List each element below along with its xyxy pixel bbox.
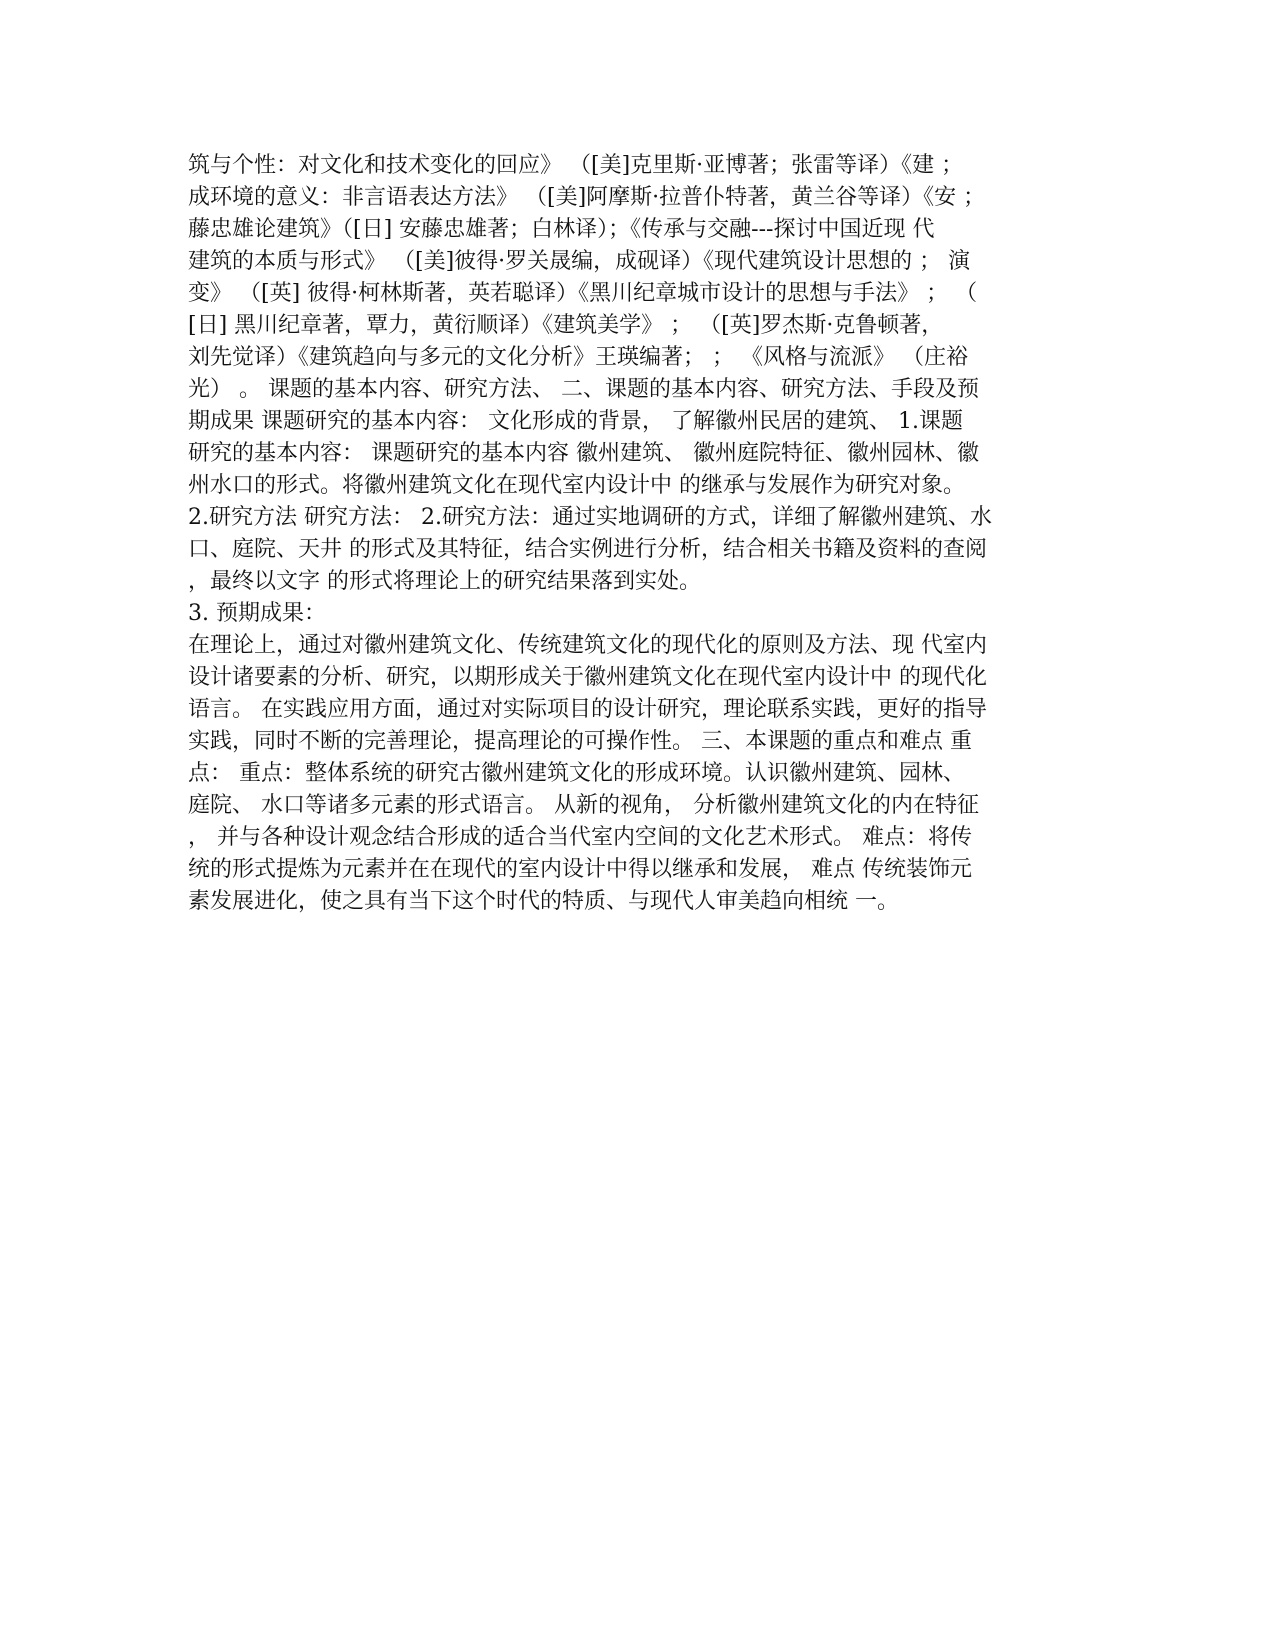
text-line: 在理论上，通过对徽州建筑文化、传统建筑文化的现代化的原则及方法、现 代室内	[188, 633, 987, 658]
section-heading-expected-results: 3. 预期成果：	[188, 601, 326, 626]
text-line: 设计诸要素的分析、研究，以期形成关于徽州建筑文化在现代室内设计中 的现代化	[188, 665, 987, 690]
text-line: 素发展进化，使之具有当下这个时代的特质、与现代人审美趋向相统 一。	[188, 889, 899, 914]
text-line: 统的形式提炼为元素并在在现代的室内设计中得以继承和发展， 难点 传统装饰元	[188, 857, 972, 882]
text-line: 成环境的意义：非言语表达方法》 （[美]阿摩斯·拉普仆特著，黄兰谷等译）《安 ；	[188, 185, 986, 210]
body-text-block-results	[188, 630, 1100, 918]
text-line: 藤忠雄论建筑》（[日] 安藤忠雄著；白林译）；《传承与交融---探讨中国近现 代	[188, 217, 935, 242]
text-line: 期成果 课题研究的基本内容： 文化形成的背景， 了解徽州民居的建筑、 1.课题	[188, 409, 963, 434]
text-line: 口、庭院、天井 的形式及其特征，结合实例进行分析，结合相关书籍及资料的查阅	[188, 537, 987, 562]
text-line: [日] 黑川纪章著，覃力，黄衍顺译）《建筑美学》 ； （[英]罗杰斯·克鲁顿著，	[188, 313, 944, 338]
text-line: 庭院、 水口等诸多元素的形式语言。 从新的视角， 分析徽州建筑文化的内在特征	[188, 793, 979, 818]
text-line: 光） 。 课题的基本内容、研究方法、 二、课题的基本内容、研究方法、手段及预	[188, 377, 979, 402]
text-line: 研究的基本内容： 课题研究的基本内容 徽州建筑、 徽州庭院特征、徽州园林、徽	[188, 441, 979, 466]
text-line: 刘先觉译）《建筑趋向与多元的文化分析》王瑛编著； ； 《风格与流派》 （庄裕	[188, 345, 968, 370]
text-line: 2.研究方法 研究方法： 2.研究方法：通过实地调研的方式，详细了解徽州建筑、水	[188, 505, 992, 530]
text-line: ， 并与各种设计观念结合形成的适合当代室内空间的文化艺术形式。 难点：将传	[188, 825, 972, 850]
text-line: 点： 重点：整体系统的研究古徽州建筑文化的形成环境。认识徽州建筑、园林、	[188, 761, 965, 786]
text-line: 筑与个性：对文化和技术变化的回应》 （[美]克里斯·亚博著；张雷等译）《建 ；	[188, 153, 964, 178]
text-line: 建筑的本质与形式》 （[美]彼得·罗关晟编，成砚译）《现代建筑设计思想的 ； 演	[188, 249, 971, 274]
text-line: 实践，同时不断的完善理论，提高理论的可操作性。 三、本课题的重点和难点 重	[188, 729, 972, 754]
text-line: 语言。 在实践应用方面，通过对实际项目的设计研究，理论联系实践，更好的指导	[188, 697, 987, 722]
text-line: 州水口的形式。将徽州建筑文化在现代室内设计中 的继承与发展作为研究对象。	[188, 473, 965, 498]
body-text-block-references	[188, 150, 1100, 630]
text-line: ，最终以文字 的形式将理论上的研究结果落到实处。	[188, 569, 701, 594]
text-line: 变》 （[英] 彼得·柯林斯著，英若聪译）《黑川纪章城市设计的思想与手法》 ； （	[188, 281, 978, 306]
